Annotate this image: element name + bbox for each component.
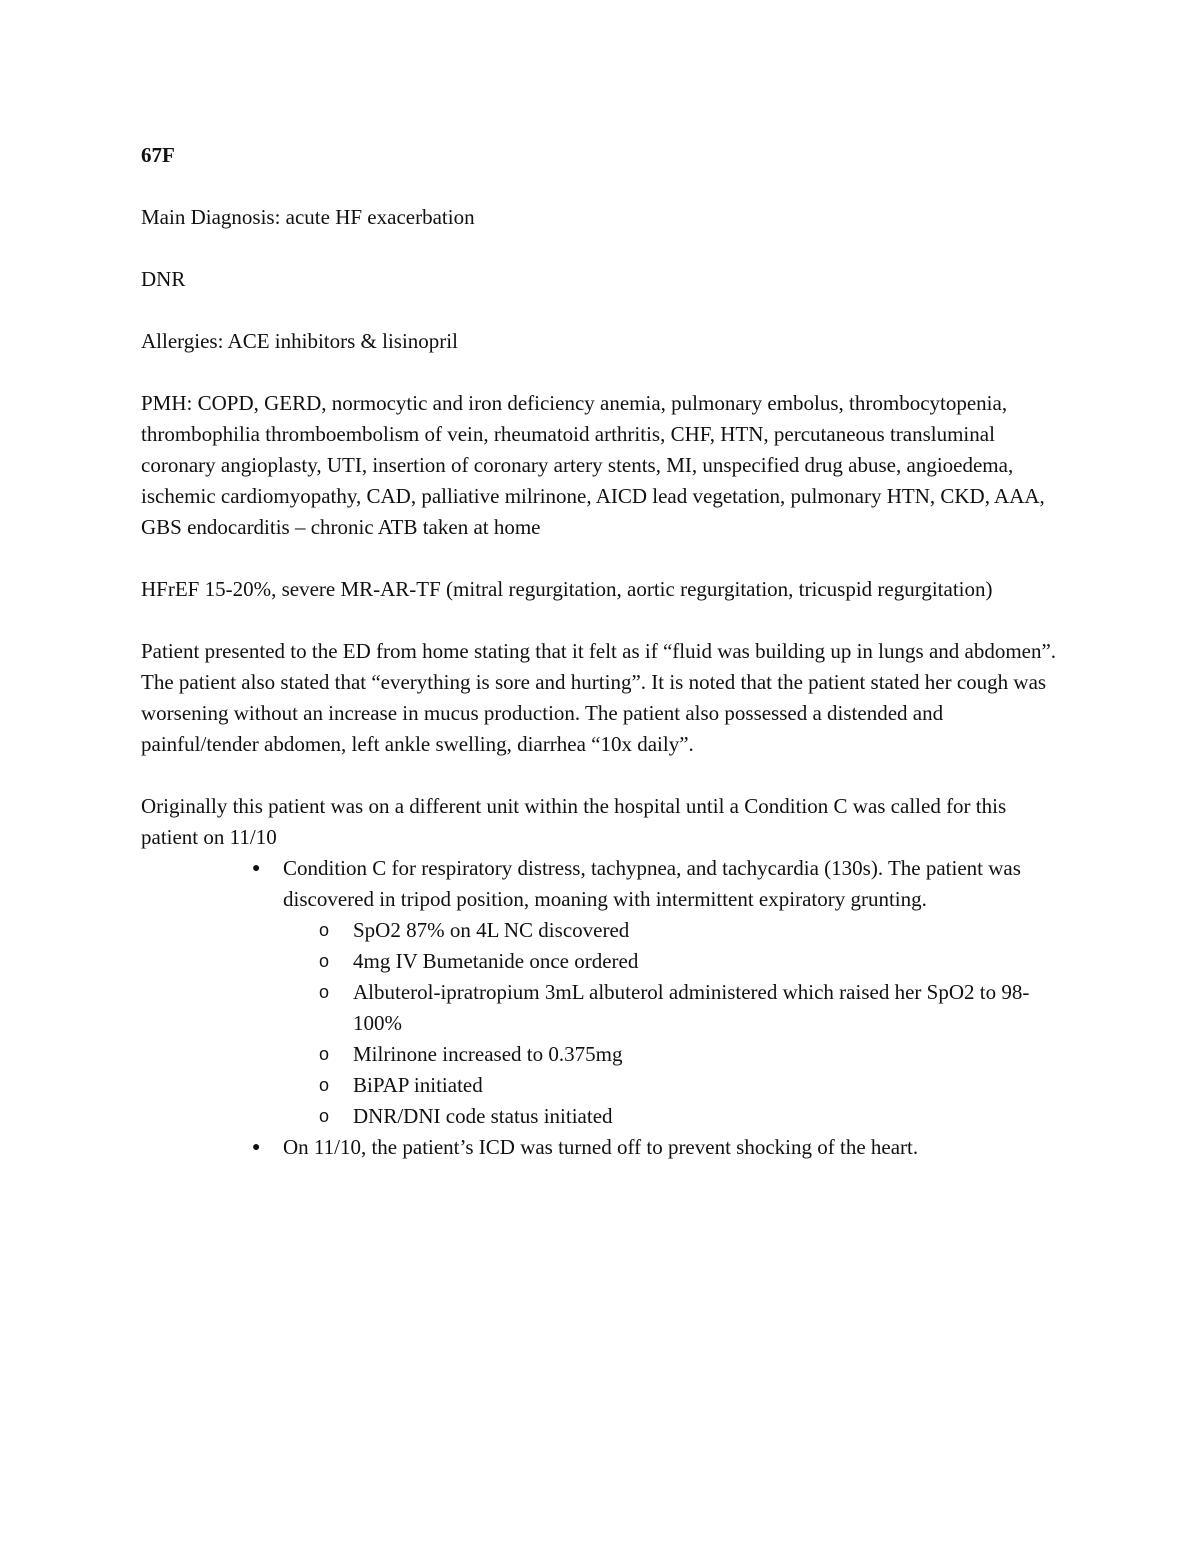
- sub-list: [283, 915, 1066, 1132]
- list-item: [141, 853, 1066, 1132]
- sub-list-item: [283, 977, 1066, 1039]
- list-item-text: On 11/10, the patient’s ICD was turned off to prevent shocking of the heart.: [283, 1135, 919, 1159]
- code-status: DNR: [141, 267, 186, 291]
- sub-list-item: [283, 1101, 1066, 1132]
- past-medical-history: PMH: COPD, GERD, normocytic and iron deficiency anemia, pulmonary embolus, thrombocytopenia, thrombophilia thromboembolism of vein, rheumatoid arthritis, CHF, HTN, percutaneous transluminal coronary angioplasty, UTI, insertion of coronary artery stents, MI, unspecified drug abuse, angioedema, ischemic cardiomyopathy, CAD, palliative milrinone, AICD lead vegetation, pulmonary HTN, CKD, AAA, GBS endocarditis – chronic ATB taken at home: [141, 391, 1045, 539]
- circle-bullet-icon: o: [319, 982, 330, 1002]
- sub-list-item: [283, 1039, 1066, 1070]
- sub-list-item: [283, 915, 1066, 946]
- sub-list-item-text: Milrinone increased to 0.375mg: [353, 1042, 623, 1066]
- circle-bullet-icon: o: [319, 951, 330, 971]
- circle-bullet-icon: o: [319, 1075, 330, 1095]
- sub-list-item-text: SpO2 87% on 4L NC discovered: [353, 918, 630, 942]
- circle-bullet-icon: o: [319, 1106, 330, 1126]
- hfref-summary: HFrEF 15-20%, severe MR-AR-TF (mitral regurgitation, aortic regurgitation, tricuspid regurgitation): [141, 577, 993, 601]
- patient-heading: 67F: [141, 143, 175, 167]
- bullet-icon: ●: [252, 861, 261, 876]
- sub-list-item-text: DNR/DNI code status initiated: [353, 1104, 613, 1128]
- allergies: Allergies: ACE inhibitors & lisinopril: [141, 329, 458, 353]
- list-item-text: Condition C for respiratory distress, tachypnea, and tachycardia (130s). The patient was discovered in tripod position, moaning with intermittent expiratory grunting.: [283, 856, 1021, 911]
- circle-bullet-icon: o: [319, 920, 330, 940]
- sub-list-item-text: 4mg IV Bumetanide once ordered: [353, 949, 639, 973]
- sub-list-item: [283, 1070, 1066, 1101]
- main-diagnosis: Main Diagnosis: acute HF exacerbation: [141, 205, 475, 229]
- sub-list-item: [283, 946, 1066, 977]
- presentation: Patient presented to the ED from home stating that it felt as if “fluid was building up in lungs and abdomen”. The patient also stated that “everything is sore and hurting”. It is noted that the patient stated her cough was worsening without an increase in mucus production. The patient also possessed a distended and painful/tender abdomen, left ankle swelling, diarrhea “10x daily”.: [141, 639, 1057, 756]
- bullet-icon: ●: [252, 1140, 261, 1155]
- list-item: [141, 1132, 1066, 1163]
- sub-list-item-text: Albuterol-ipratropium 3mL albuterol administered which raised her SpO2 to 98-100%: [353, 980, 1030, 1035]
- event-list: [141, 853, 1066, 1163]
- sub-list-item-text: BiPAP initiated: [353, 1073, 483, 1097]
- document-page: [141, 140, 1066, 1163]
- circle-bullet-icon: o: [319, 1044, 330, 1064]
- transfer-note: Originally this patient was on a different unit within the hospital until a Condition C was called for this patient on 11/10: [141, 794, 1007, 849]
